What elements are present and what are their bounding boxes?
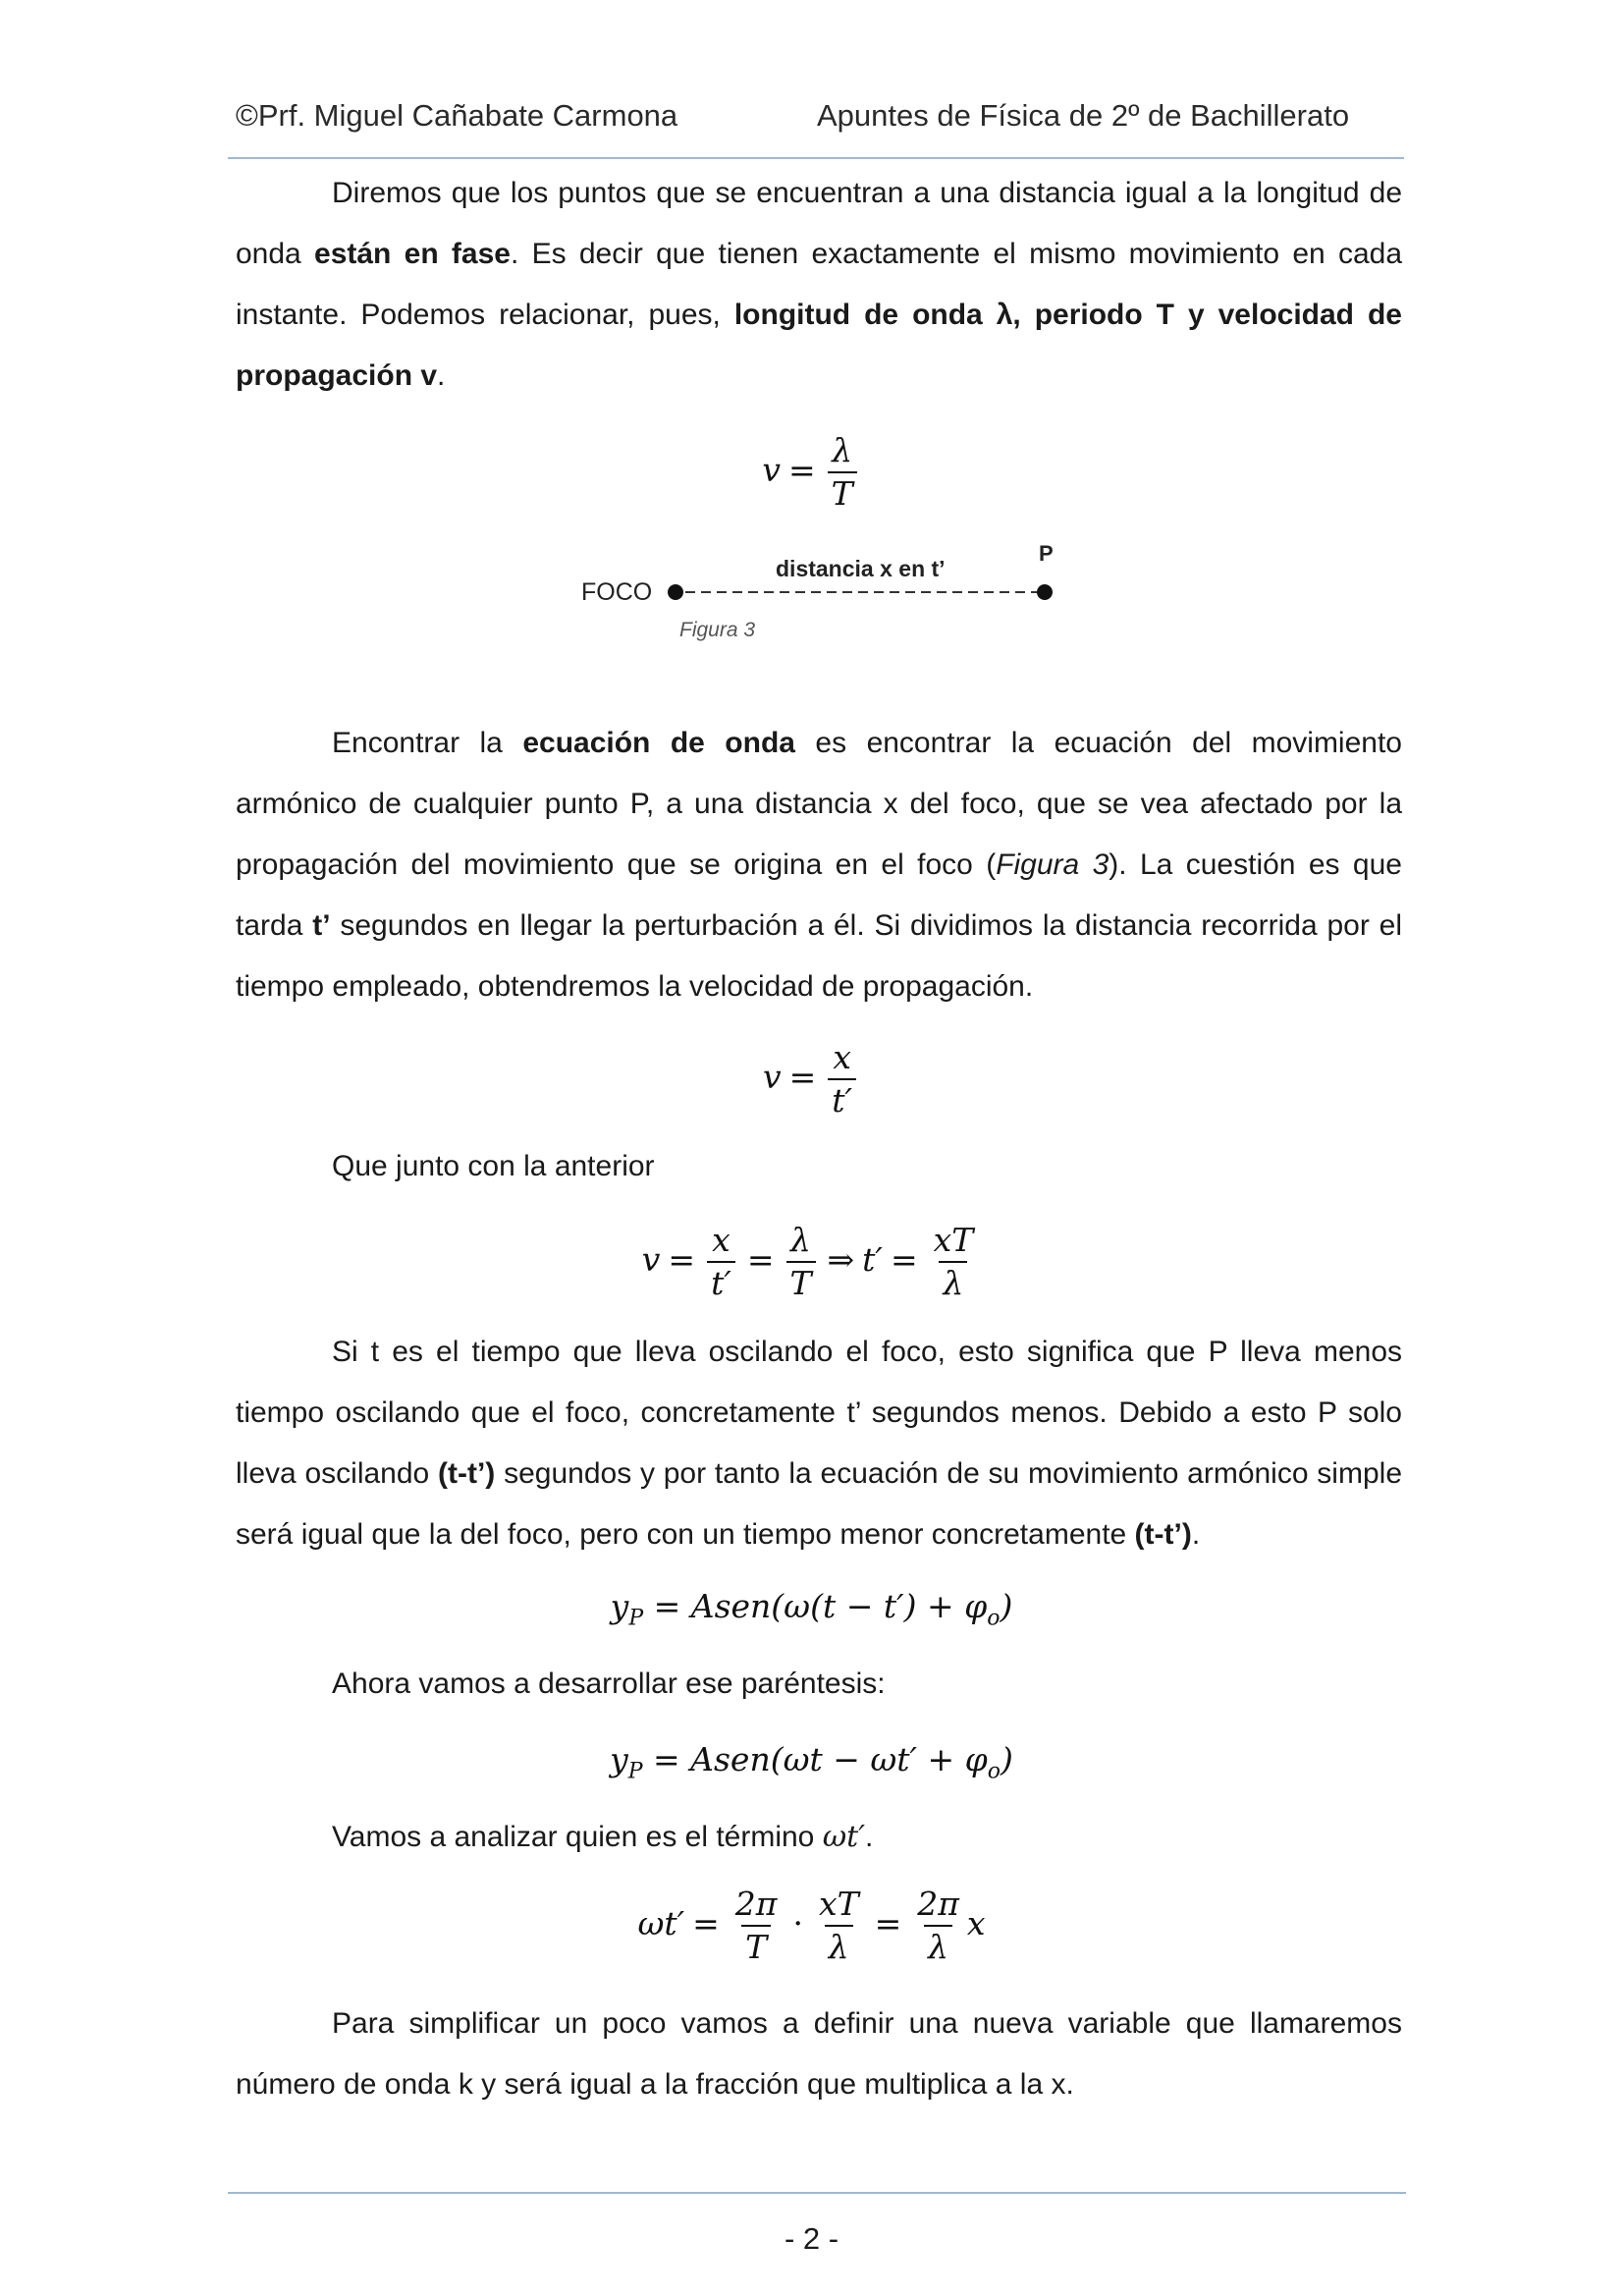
eq3-den-3: λ bbox=[939, 1261, 967, 1302]
p2-text-1: Encontrar la bbox=[332, 727, 523, 759]
equation-v-x-t: v = $\frac{x}{t'}$ bbox=[0, 1039, 1623, 1120]
paragraph-6 bbox=[236, 1807, 1402, 1868]
p1-text-3: . bbox=[437, 359, 446, 392]
p6-math: ωt′ bbox=[822, 1820, 866, 1854]
eq1-denominator: T bbox=[828, 471, 857, 513]
p3-text: Que junto con la anterior bbox=[332, 1150, 655, 1182]
p1-bold-2: longitud de onda λ, periodo T y velocidad de propagación v bbox=[236, 299, 1402, 392]
eq1-lhs: v bbox=[762, 451, 781, 489]
eq6-lhs: ωt′ bbox=[637, 1904, 685, 1942]
p1-text-1: Diremos que los puntos que se encuentran a una distancia igual a la longitud de onda bbox=[236, 177, 1402, 270]
header-title: Apuntes de Física de 2º de Bachillerato bbox=[817, 98, 1350, 133]
eq6-den-2: λ bbox=[825, 1925, 853, 1966]
eq6-den-1: T bbox=[741, 1925, 771, 1966]
p2-text-2: es encontrar la ecuación del movimiento armónico de cualquier punto P, a una distancia x del foco, que se vea afectado por la propagación del movimiento que se origina en el foco ( bbox=[236, 727, 1402, 881]
eq5-text: $y_P$ = Asen(ωt − $\omega t' + \varphi_o$) bbox=[610, 1740, 1013, 1784]
eq3-num-2: λ bbox=[790, 1221, 811, 1259]
p1-bold-1: están en fase bbox=[314, 238, 511, 270]
eq1-fraction bbox=[828, 432, 857, 513]
equation-yp-1 bbox=[0, 1587, 1623, 1631]
eq6-x: x bbox=[966, 1904, 986, 1942]
eq3-den-1: t′ bbox=[707, 1261, 735, 1302]
eq3-num-1: x bbox=[712, 1221, 730, 1259]
eq1-numerator: λ bbox=[832, 431, 853, 469]
foco-point bbox=[668, 584, 683, 600]
eq3-num-3: xT bbox=[933, 1221, 974, 1259]
figure-3-diagram bbox=[569, 538, 1080, 656]
eq6-dot: · bbox=[792, 1904, 803, 1942]
p2-text-4: segundos en llegar la perturbación a él. Si dividimos la distancia recorrida por el tiempo empleado, obtendremos la velocidad de propagación. bbox=[236, 909, 1402, 1003]
equation-combined: v = $\frac{x}{t'}$ = $\frac{\lambda}{T}$ ⇒ t′ = $\frac{xT}{\lambda}$ bbox=[0, 1222, 1623, 1302]
equation-omega-t: ωt′ = $\frac{2\pi}{T}$ · $\frac{xT}{\lambda}$ = $\frac{2\pi}{\lambda}$ x bbox=[637, 1885, 986, 1966]
eq3-frac-1 bbox=[707, 1222, 735, 1302]
eq6-num-1: 2π bbox=[734, 1885, 778, 1923]
paragraph-2 bbox=[236, 713, 1402, 1017]
figure-distance-label: distancia x en t’ bbox=[776, 556, 946, 581]
page-number: - 2 - bbox=[784, 2221, 839, 2256]
footer-rule bbox=[228, 2192, 1406, 2194]
figure-caption: Figura 3 bbox=[679, 619, 756, 641]
eq3-v: v bbox=[641, 1240, 661, 1279]
eq6-num-2: xT bbox=[818, 1885, 859, 1923]
paragraph-5 bbox=[236, 1654, 1402, 1715]
paragraph-4 bbox=[236, 1322, 1402, 1565]
p5-text: Ahora vamos a desarrollar ese paréntesis: bbox=[332, 1667, 886, 1700]
paragraph-7 bbox=[236, 1994, 1402, 2115]
equation-v-lambda-T: v = $\frac{\lambda}{T}$ bbox=[0, 432, 1623, 513]
header-author: ©Prf. Miguel Cañabate Carmona bbox=[236, 98, 678, 133]
figure-foco-label: FOCO bbox=[581, 578, 653, 606]
eq2-denominator: t′ bbox=[828, 1078, 856, 1120]
eq2-numerator: x bbox=[833, 1038, 851, 1076]
eq3-t: t′ bbox=[862, 1240, 883, 1279]
p6-end: . bbox=[865, 1821, 874, 1853]
paragraph-3 bbox=[236, 1136, 1402, 1197]
p6-text: Vamos a analizar quien es el término bbox=[332, 1821, 823, 1853]
p2-italic-ref: Figura 3 bbox=[996, 848, 1109, 881]
equation-yp-2 bbox=[0, 1740, 1623, 1784]
p2-bold-1: ecuación de onda bbox=[522, 727, 795, 759]
eq6-frac-1 bbox=[731, 1886, 782, 1966]
eq6-frac-3 bbox=[913, 1886, 963, 1966]
p2-bold-2: t’ bbox=[312, 909, 331, 942]
eq6-den-3: λ bbox=[924, 1925, 952, 1966]
p4-text-3: . bbox=[1191, 1518, 1201, 1551]
p4-text-2: segundos y por tanto la ecuación de su movimiento armónico simple será igual que la del foco, pero con un tiempo menor concretamente bbox=[236, 1457, 1403, 1551]
eq3-den-2: T bbox=[786, 1261, 816, 1302]
eq6-frac-2 bbox=[815, 1886, 863, 1966]
p4-text-1: Si t es el tiempo que lleva oscilando el foco, esto significa que P lleva menos tiempo oscilando que el foco, concretamente t’ segundos menos. Debido a esto P solo lleva oscilando bbox=[236, 1336, 1402, 1490]
header-rule bbox=[228, 157, 1404, 159]
p-point bbox=[1037, 584, 1053, 600]
eq2-lhs: v bbox=[762, 1058, 782, 1096]
figure-p-label: P bbox=[1039, 541, 1054, 566]
p4-bold-2: (t-t’) bbox=[1134, 1518, 1192, 1551]
p4-bold-1: (t-t’) bbox=[438, 1457, 496, 1490]
paragraph-1 bbox=[236, 163, 1402, 407]
eq4-text: $y_P$ = Asen(ω(t − $t') + \varphi_o$) bbox=[610, 1587, 1013, 1631]
p7-text: Para simplificar un poco vamos a definir una nueva variable que llamaremos número de onda k y será igual a la fracción que multiplica a la x. bbox=[236, 2007, 1402, 2101]
eq6-num-3: 2π bbox=[917, 1885, 959, 1923]
eq3-implies: ⇒ bbox=[827, 1240, 855, 1279]
figure-3 bbox=[569, 538, 1080, 656]
p1-text-2: . Es decir que tienen exactamente el mismo movimiento en cada instante. Podemos relacionar, pues, bbox=[236, 238, 1403, 331]
p2-text-3: ). La cuestión es que tarda bbox=[236, 848, 1402, 942]
eq3-frac-2 bbox=[786, 1222, 816, 1302]
eq2-fraction bbox=[828, 1039, 856, 1120]
eq3-frac-3 bbox=[930, 1222, 978, 1302]
